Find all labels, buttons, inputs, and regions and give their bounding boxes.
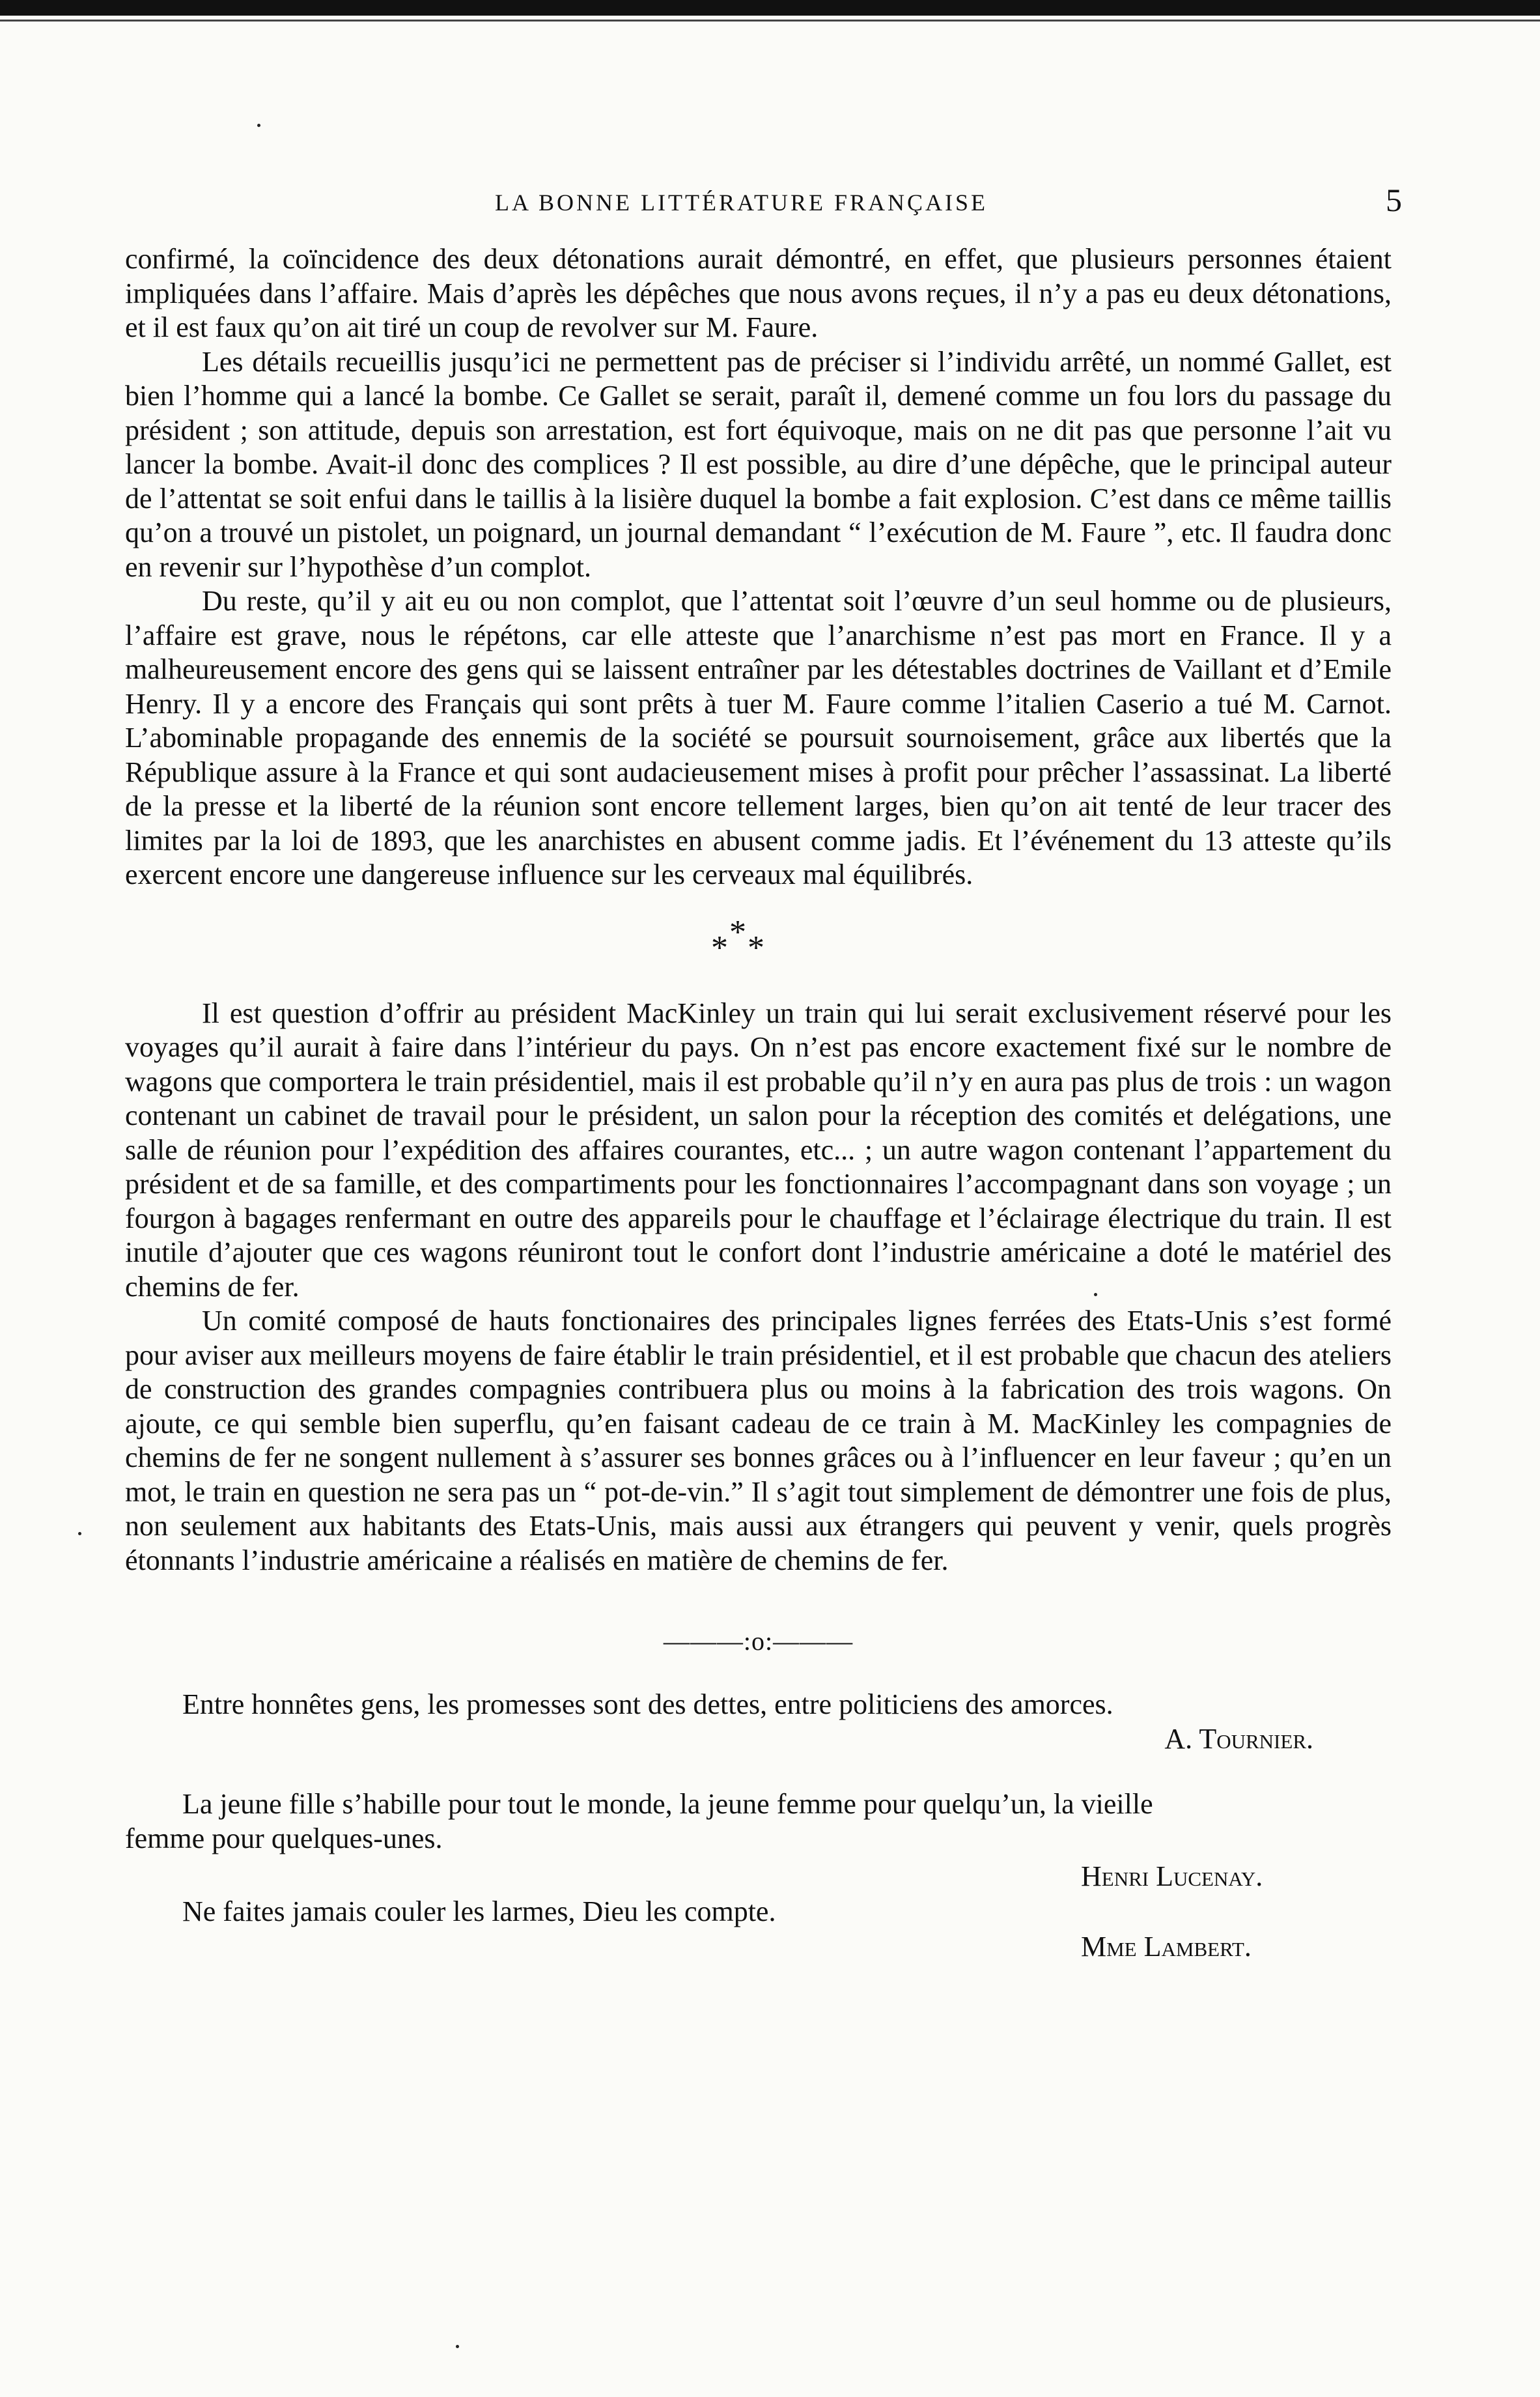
article2-paragraph-2: Un comité composé de hauts fonctionaires des principales lignes ferrées des Etats-Unis s’est formé pour aviser aux meilleurs moyens de faire établir le train présidentiel, et il est probable que chacun des ateliers de construction des grandes compagnies contribuera plus ou moins à la fabrication des trois wagons. On ajoute, ce qui semble bien superflu, qu’en faisant cadeau de ce train à M. MacKinley les compagnies de chemins de fer ne songent nullement à s’assurer ses bonnes grâces ou à l’influencer en leur faveur ; qu’en un mot, le train en question ne sera pas un “ pot-de-vin.” Il s’agit tout simplement de démontrer une fois de plus, non seulement aux habitants des Etats-Unis, mais aussi aux étrangers qui peuvent y venir, quels progrès étonnants l’industrie américaine a réalisés en matière de chemins de fer.	[125, 1305, 1392, 1576]
top-border-thin-rule	[0, 20, 1540, 21]
article2-paragraph-1: Il est question d’offrir au président MacKinley un train qui lui serait exclusivement réservé pour les voyages qu’il aurait à faire dans l’intérieur du pays. On n’est pas encore exactement fixé sur le nombre de wagons que comportera le train présidentiel, mais il est probable qu’il n’y en aura pas plus de trois : un wagon contenant un cabinet de travail pour le président, un salon pour la réception des comités et delégations, une salle de réunion pour l’expédition des affaires courantes, etc... ; un autre wagon contenant l’appartement du président et de sa famille, et des compartiments pour les fonctionnaires l’accompagnant dans son voyage ; un fourgon à bagages renfermant en outre des appareils pour le chauffage et l’éclairage électrique du train. Il est inutile d’ajouter que ces wagons réuniront tout le confort dont l’industrie américaine a doté le matériel des chemins de fer.	[125, 997, 1392, 1303]
article1-paragraph-1: confirmé, la coïncidence des deux détonations aurait démontré, en effet, que plusieurs personnes étaient impliquées dans l’affaire. Mais d’après les dépêches que nous avons reçues, il n’y a pas eu deux détonations, et il est faux qu’on ait tiré un coup de revolver sur M. Faure.	[125, 243, 1392, 343]
article1-paragraph-2: Les détails recueillis jusqu’ici ne permettent pas de préciser si l’individu arrêté, un nommé Gallet, est bien l’homme qui a lancé la bombe. Ce Gallet se serait, paraît il, demené comme un fou lors du passage du président ; son attitude, depuis son arrestation, est fort équivoque, mais on ne dit pas que personne l’ait vu lancer la bombe. Avait-il donc des complices ? Il est possible, au dire d’une dépêche, que le principal auteur de l’attentat se soit enfui dans le taillis à la lisière duquel la bombe a fait explosion. C’est dans ce même taillis qu’on a trouvé un pistolet, un poignard, un journal demandant “ l’exécution de M. Faure ”, etc. Il faudra donc en revenir sur l’hypothèse d’un complot.	[125, 345, 1392, 583]
asterism-star-left: *	[711, 929, 728, 967]
quote-lambert-text: Ne faites jamais couler les larmes, Dieu les compte.	[182, 1895, 776, 1927]
quote-tournier-text: Entre honnêtes gens, les promesses sont des dettes, entre politiciens des amorces.	[182, 1688, 1113, 1720]
article1-paragraph-3: Du reste, qu’il y ait eu ou non complot, que l’attentat soit l’œuvre d’un seul homme ou de plusieurs, l’affaire est grave, nous le répétons, car elle atteste que l’anarchisme n’est pas mort en France. Il y a malheureusement encore des gens qui se laissent entraîner par les détestables doctrines de Vaillant et d’Emile Henry. Il y a encore des Français qui sont prêts à tuer M. Faure comme l’italien Caserio a tué M. Carnot. L’abominable propagande des ennemis de la société se poursuit sournoisement, grâce aux libertés que la République assure à la France et qui sont audacieusement mises à profit pour prêcher l’assassinat. La liberté de la presse et la liberté de la réunion sont encore tellement larges, bien qu’on ait tenté de leur tracer des limites par la loi de 1893, que les anarchistes en abusent comme jadis. Et l’événement du 13 atteste qu’ils exercent encore une dangereuse influence sur les cerveaux mal équilibrés.	[125, 585, 1392, 890]
section-separator: ———:o:———	[663, 1626, 854, 1656]
asterism-star-top: *	[729, 913, 746, 951]
quote-lambert-author: Mme Lambert.	[1081, 1931, 1252, 1963]
quote-tournier-author: A. Tournier.	[1164, 1722, 1313, 1755]
paper-speck	[257, 124, 260, 127]
quote-lucenay-text-line1: La jeune fille s’habille pour tout le monde, la jeune femme pour quelqu’un, la vieille	[182, 1788, 1153, 1820]
page-number: 5	[1386, 182, 1402, 218]
asterism-divider	[125, 912, 1392, 981]
text-column	[125, 242, 1392, 1963]
asterism-star-right: *	[748, 929, 764, 967]
quote-lucenay-author: Henri Lucenay.	[1081, 1860, 1263, 1892]
paper-speck	[1094, 1293, 1097, 1296]
running-head: LA BONNE LITTÉRATURE FRANÇAISE	[495, 190, 988, 216]
top-border-rule	[0, 0, 1540, 16]
paper-speck	[456, 2345, 459, 2348]
quotes-section	[125, 1688, 1392, 1963]
quote-lucenay-text-line2: femme pour quelques-unes.	[125, 1822, 443, 1854]
paper-speck	[78, 1532, 81, 1535]
